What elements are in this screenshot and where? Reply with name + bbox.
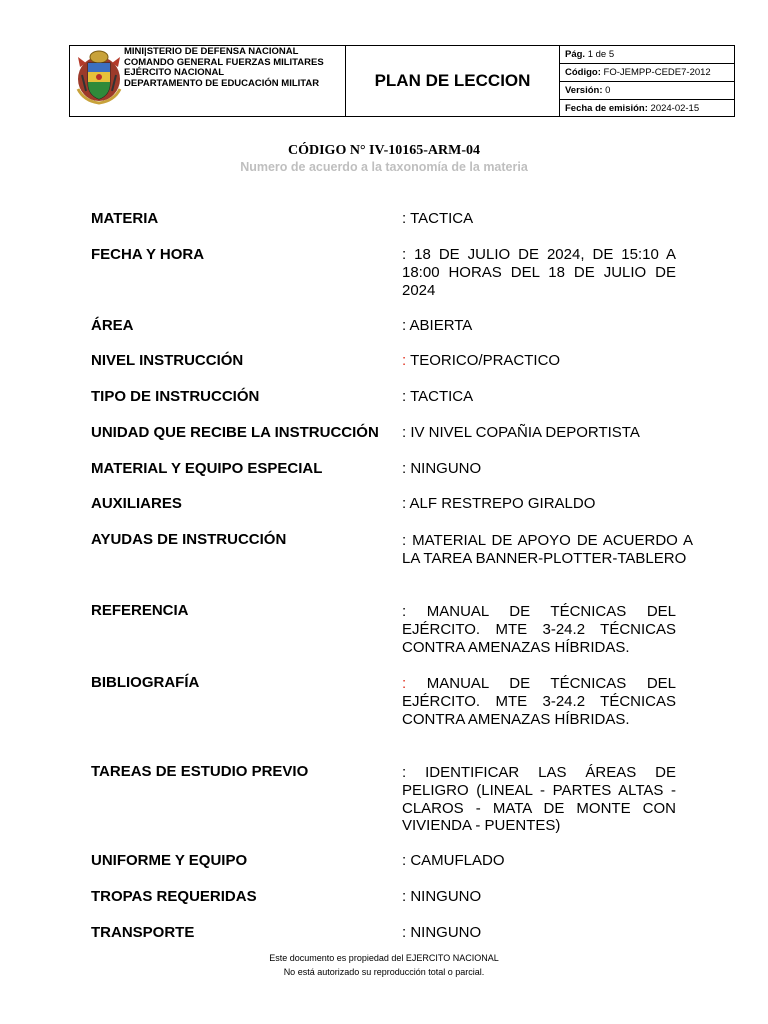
field-label-bibliografia: BIBLIOGRAFÍA <box>91 674 200 691</box>
field-value-uniforme: : CAMUFLADO <box>402 852 505 869</box>
field-value-bibliografia: : MANUAL DE TÉCNICAS DEL EJÉRCITO. MTE 3-24.2 TÉCNICAS CONTRA AMENAZAS HÍBRIDAS. <box>402 675 676 728</box>
meta-page <box>560 46 734 64</box>
field-label-material-equipo: MATERIAL Y EQUIPO ESPECIAL <box>91 460 323 477</box>
org-line: DEPARTAMENTO DE EDUCACIÓN MILITAR <box>124 77 320 89</box>
footer-line: Este documento es propiedad del EJERCITO NACIONAL <box>269 953 499 963</box>
field-value-tareas-estudio: : IDENTIFICAR LAS ÁREAS DE PELIGRO (LINEAL - PARTES ALTAS - CLAROS - MATA DE MONTE CON VIVIENDA - PUENTES) <box>402 764 676 835</box>
field-label-tipo-instruccion: TIPO DE INSTRUCCIÓN <box>91 388 260 405</box>
field-value-auxiliares: : ALF RESTREPO GIRALDO <box>402 495 596 512</box>
field-value-fecha-hora: : 18 DE JULIO DE 2024, DE 15:10 A 18:00 HORAS DEL 18 DE JULIO DE 2024 <box>402 246 676 299</box>
document-title: PLAN DE LECCION <box>374 71 531 90</box>
field-label-area: ÁREA <box>91 317 134 334</box>
field-label-tareas-estudio: TAREAS DE ESTUDIO PREVIO <box>91 763 309 780</box>
meta-label: Versión: <box>565 85 603 96</box>
document-footer <box>0 951 768 979</box>
meta-value: 1 de 5 <box>587 49 615 60</box>
meta-code <box>560 64 734 82</box>
lesson-code: CÓDIGO N° IV-10165-ARM-04 <box>288 143 480 158</box>
field-label-nivel-instruccion: NIVEL INSTRUCCIÓN <box>91 352 244 369</box>
org-line: EJÉRCITO NACIONAL <box>124 67 225 79</box>
field-label-materia: MATERIA <box>91 210 159 227</box>
field-value-tropas: : NINGUNO <box>402 888 482 905</box>
meta-value: FO-JEMPP-CEDE7-2012 <box>603 67 711 78</box>
field-label-transporte: TRANSPORTE <box>91 924 195 941</box>
field-label-fecha-hora: FECHA Y HORA <box>91 246 205 263</box>
meta-label: Código: <box>565 67 601 78</box>
meta-version <box>560 82 734 100</box>
field-value-ayudas: : MATERIAL DE APOYO DE ACUERDO A LA TAREA BANNER-PLOTTER-TABLERO <box>402 532 693 567</box>
meta-value: 0 <box>605 85 611 96</box>
field-label-tropas: TROPAS REQUERIDAS <box>91 888 257 905</box>
field-value-material-equipo: : NINGUNO <box>402 460 482 477</box>
header-meta-cell <box>560 46 734 116</box>
org-line: MINI|STERIO DE DEFENSA NACIONAL <box>124 46 299 57</box>
document-header <box>69 45 735 117</box>
header-org-cell <box>70 46 346 116</box>
meta-value: 2024-02-15 <box>650 103 700 114</box>
meta-issue-date <box>560 100 734 118</box>
field-value-referencia: : MANUAL DE TÉCNICAS DEL EJÉRCITO. MTE 3-24.2 TÉCNICAS CONTRA AMENAZAS HÍBRIDAS. <box>402 603 676 656</box>
meta-label: Fecha de emisión: <box>565 103 648 114</box>
field-value-transporte: : NINGUNO <box>402 924 482 941</box>
header-title-cell <box>346 46 560 116</box>
field-value-unidad: : IV NIVEL COPAÑIA DEPORTISTA <box>402 424 640 441</box>
field-label-ayudas: AYUDAS DE INSTRUCCIÓN <box>91 531 287 548</box>
field-value-nivel-instruccion: : TEORICO/PRACTICO <box>402 352 561 369</box>
taxonomy-subtitle: Numero de acuerdo a la taxonomía de la materia <box>240 160 528 174</box>
field-value-area: : ABIERTA <box>402 317 473 334</box>
field-label-uniforme: UNIFORME Y EQUIPO <box>91 852 248 869</box>
coat-of-arms-icon <box>76 49 122 105</box>
organization-name <box>124 47 324 89</box>
field-label-unidad: UNIDAD QUE RECIBE LA INSTRUCCIÓN <box>91 424 379 441</box>
field-label-auxiliares: AUXILIARES <box>91 495 182 512</box>
field-value-tipo-instruccion: : TACTICA <box>402 388 474 405</box>
org-line: COMANDO GENERAL FUERZAS MILITARES <box>124 56 324 68</box>
meta-label: Pág. <box>565 49 586 60</box>
footer-line: No está autorizado su reproducción total o parcial. <box>283 967 485 977</box>
field-value-materia: : TACTICA <box>402 210 474 227</box>
field-label-referencia: REFERENCIA <box>91 602 189 619</box>
